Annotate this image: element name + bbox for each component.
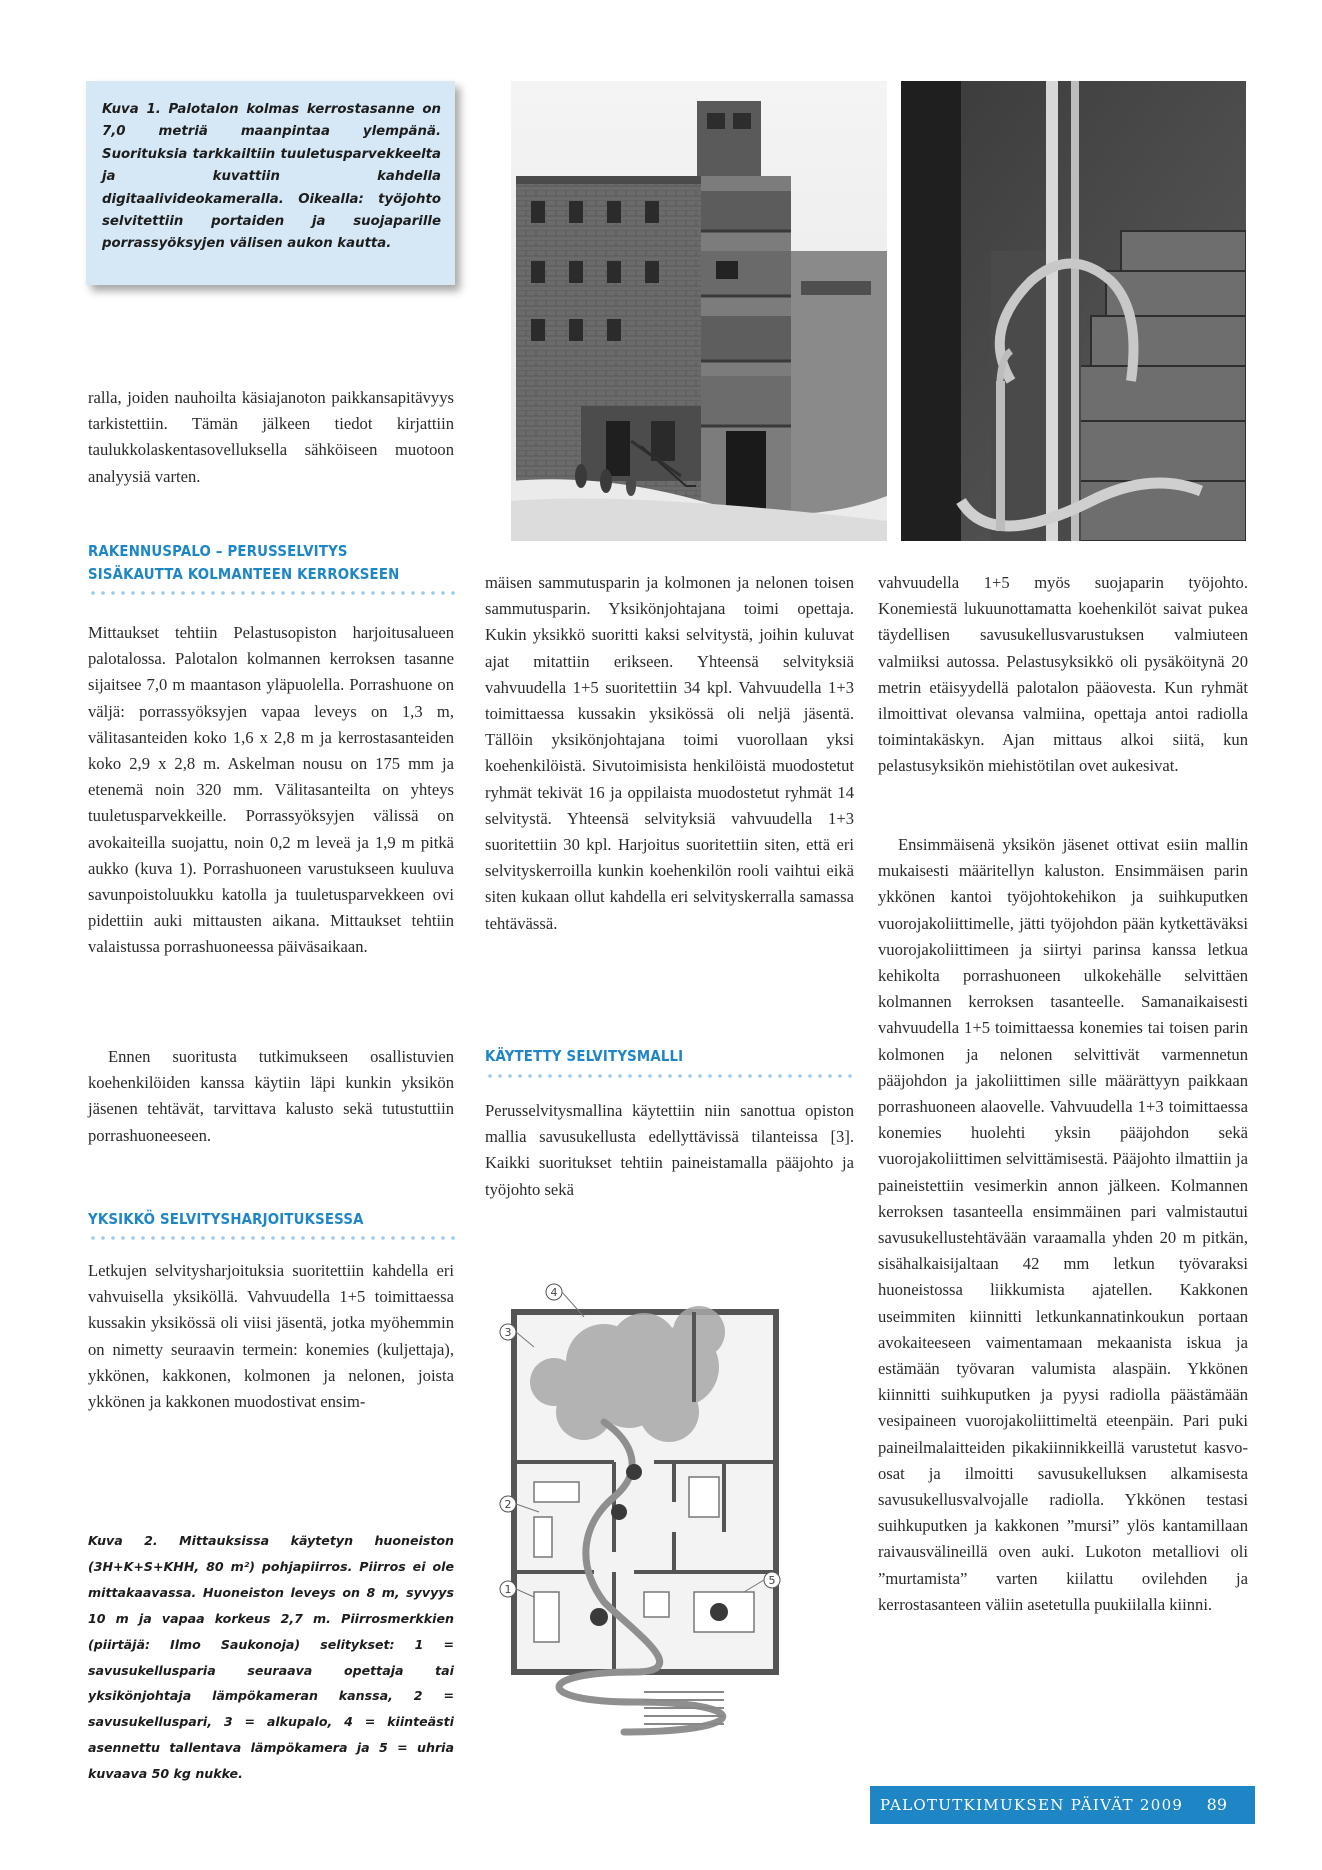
figure2-caption: Kuva 2. Mittauksissa käytetyn huoneiston (3H+K+S+KHH, 80 m²) pohjapiirros. Piirros ei ole mittakaavassa. Huoneiston leveys on 8 m, syvyys 10 m ja vapaa korkeus 2,7 m. Piirrosmerkkien (piirtäjä: Ilmo Saukonoja) selitykset: 1 = savusukellusparia seuraava opettaja tai yksikönjohtaja lämpökameran kanssa, 2 = savusukelluspari, 3 = alkupalo, 4 = kiinteästi asennettu tallentava lämpökamera ja 5 = uhria kuvaava 50 kg nukke. bbox=[88, 1533, 454, 1782]
stairwell-photo-image bbox=[901, 81, 1246, 541]
plan-marker-2: 2 bbox=[504, 1498, 512, 1511]
page-number: 89 bbox=[1206, 1795, 1227, 1814]
stairwell-photo bbox=[901, 81, 1246, 541]
footer-title: PALOTUTKIMUKSEN PÄIVÄT 2009 bbox=[880, 1796, 1184, 1814]
section3-paragraph: Perusselvitysmallina käytettiin niin sanottua opiston mallia savusukellusta edellyttävissä tilanteissa [3]. Kaikki suoritukset tehtiin paineistamalla pääjohto ja työjohto sekä bbox=[485, 1101, 854, 1199]
plan-marker-3: 3 bbox=[504, 1326, 512, 1339]
plan-marker-1: 1 bbox=[504, 1583, 512, 1596]
section3-heading bbox=[485, 1045, 865, 1068]
section1-heading-line2: SISÄKAUTTA KOLMANTEEN KERROKSEEN bbox=[88, 565, 400, 583]
building-photo bbox=[511, 81, 887, 541]
col3-paragraph-2: Ensimmäisenä yksikön jäsenet ottivat esiin mallin mukaisesti määritellyn kaluston. Ensimmäisen parin ykkönen kantoi työjohtokehikon ja suihkuputken vuorojakoliittimelle, jätti työjohdon pään kytkettäväksi vuorojakoliittimeen ja siirtyi parinsa kanssa letkua kehikolta porrashuoneen ulkokehälle selvittäen kolmannen kerroksen tasanteelle. Samanaikaisesti vahvuudella 1+5 toimittaessa konemies tai toisen parin kolmonen ja nelonen selvittivät varmennetun pääjohdon ja jakoliittimen sille määrättyyn paikkaan porrashuoneen alaovelle. Vahvuudella 1+3 toimittaessa konemies huolehti yksin pääjohdon sekä vuorojakoliittimen selvittämisestä. Pääjohto ilmattiin ja paineistettiin vesimerkin annon jälkeen. Kolmannen kerroksen tasanteella ensimmäinen pari valmistautui savusukellustehtävään varaamalla yhden 20 m pitkän, sisähalkaisijaltaan 42 mm letkun työvaraksi huoneistossa liikkumista ajatellen. Kakkonen useimmiten kiinnitti letkunkannatinkoukun portaan avokaiteeseen vaimentamaan mekaanista iskua ja estämään työvaran valumista alaspäin. Ykkönen kiinnitti suihkuputken ja pyysi radiolla päästämään vesipaineen vuorojakoliittimeltä eteenpäin. Pari puki paineilmalaitteiden pikakiinnikkeillä varustetut kasvo-osat ja ilmoitti savusukelluksen alkamisesta savusukellusvalvojalle radiolla. Ykkönen testasi suihkuputken ja kakkonen ”mursi” ylös kantamillaan raivausvälineillä oven auki. Lukoton metalliovi oli ”murtamista” varten kiilattu ovilehden ja kerrostasanteen väliin asetetulla puukiilalla kiinni. bbox=[878, 835, 1248, 1614]
col2-paragraph: mäisen sammutusparin ja kolmonen ja nelonen toisen sammutusparin. Yksikönjohtajana toimi opettaja. Kukin yksikkö suoritti kaksi selvitystä, joihin kuluvat ajat mitattiin erikseen. Yhteensä selvityksiä vahvuudella 1+5 suoritettiin 34 kpl. Vahvuudella 1+3 toimittaessa kussakin yksikössä oli neljä jäsentä. Tällöin yksikönjohtajana toimi vuorollaan yksi koehenkilöistä. Sivutoimisista henkilöistä muodostetut ryhmät tekivät 16 ja oppilaista muodostetut ryhmät 14 selvitystä. Yhteensä selvityksiä vahvuudella 1+3 suoritettiin 30 kpl. Harjoitus suoritettiin siten, että eri selvityskerroilla kunkin koehenkilön rooli vaihtui eikä siten kukaan ollut kahdella eri selvityskerralla samassa tehtävässä. bbox=[485, 573, 854, 933]
section1-paragraph-1: Mittaukset tehtiin Pelastusopiston harjoitusalueen palotalossa. Palotalon kolmannen kerroksen tasanne sijaitsee 7,0 m maantason yläpuolella. Porrashuone on väljä: porrassyöksyjen vapaa leveys on 1,3 m, välitasanteiden koko 1,6 x 2,8 m ja kerrostasanteiden koko 2,9 x 2,8 m. Askelman nousu on 175 mm ja etenemä noin 320 mm. Välitasanteilta on yhteys tuuletusparvekkeille. Porrassyöksyjen välissä on avokaiteilla suojattu, noin 0,2 m leveä ja 1,9 m pitkä aukko (kuva 1). Porrashuoneen varustukseen kuuluva savunpoistoluukku katolla ja tuuletusparvekkeen ovi pidettiin auki mittausten aikana. Mittaukset tehtiin valaistussa porrashuoneessa päiväsaikaan. bbox=[88, 623, 454, 957]
floor-plan-figure bbox=[494, 1272, 794, 1750]
section1-heading-line1: RAKENNUSPALO – PERUSSELVITYS bbox=[88, 542, 348, 560]
figure1-caption: Kuva 1. Palotalon kolmas kerrostasanne on 7,0 metriä maanpintaa ylempänä. Suorituksia tarkkailtiin tuuletusparvekkeelta ja kuvattiin kahdella digitaalivideokameralla. Oikealla: työjohto selvitettiin portaiden ja suojaparille porrassyöksyjen välisen aukon kautta. bbox=[102, 102, 441, 252]
building-photo-image bbox=[511, 81, 887, 541]
section3-divider bbox=[485, 1074, 855, 1078]
section2-heading-text: YKSIKKÖ SELVITYSHARJOITUKSESSA bbox=[88, 1210, 364, 1228]
floor-plan-image bbox=[494, 1272, 794, 1750]
page-footer bbox=[870, 1786, 1255, 1824]
col3-paragraph-1: vahvuudella 1+5 myös suojaparin työjohto. Konemiestä lukuunottamatta koehenkilöt saivat pukea täydellisen savusukellusvarustuksen valmiuteen valmiiksi autossa. Pelastusyksikkö oli pysäköitynä 20 metrin etäisyydellä palotalon pääovesta. Kun ryhmät ilmoittivat olevansa valmiina, opettaja antoi radiolla toimintakäskyn. Ajan mittaus alkoi siitä, kun pelastusyksikön miehistötilan ovet aukesivat. bbox=[878, 573, 1248, 776]
plan-marker-4: 4 bbox=[550, 1286, 558, 1299]
section2-divider bbox=[88, 1236, 458, 1240]
section1-paragraph-2: Ennen suoritusta tutkimukseen osallistuvien koehenkilöiden kanssa käytiin läpi kunkin yksikön jäsenen tehtävät, tarvittava kalusto sekä tutustuttiin porrashuoneeseen. bbox=[88, 1047, 454, 1145]
section3-heading-text: KÄYTETTY SELVITYSMALLI bbox=[485, 1047, 684, 1065]
section2-heading bbox=[88, 1208, 508, 1231]
col1-top-paragraph: ralla, joiden nauhoilta käsiajanoton paikkansapitävyys tarkistettiin. Tämän jälkeen tiedot kirjattiin taulukkolaskentasovelluksella sähköiseen muotoon analyysiä varten. bbox=[88, 388, 454, 486]
figure1-caption-box bbox=[86, 81, 455, 285]
section1-divider bbox=[88, 591, 458, 595]
plan-marker-5: 5 bbox=[768, 1574, 776, 1587]
section1-heading bbox=[88, 540, 508, 586]
section2-paragraph: Letkujen selvitysharjoituksia suoritettiin kahdella eri vahvuisella yksiköllä. Vahvuudella 1+5 toimittaessa kussakin yksikössä oli viisi jäsentä, jotka myöhemmin on nimetty seuraavin termein: konemies (kuljettaja), ykkönen, kakkonen, kolmonen ja nelonen, joista ykkönen ja kakkonen muodostivat ensim- bbox=[88, 1261, 454, 1412]
